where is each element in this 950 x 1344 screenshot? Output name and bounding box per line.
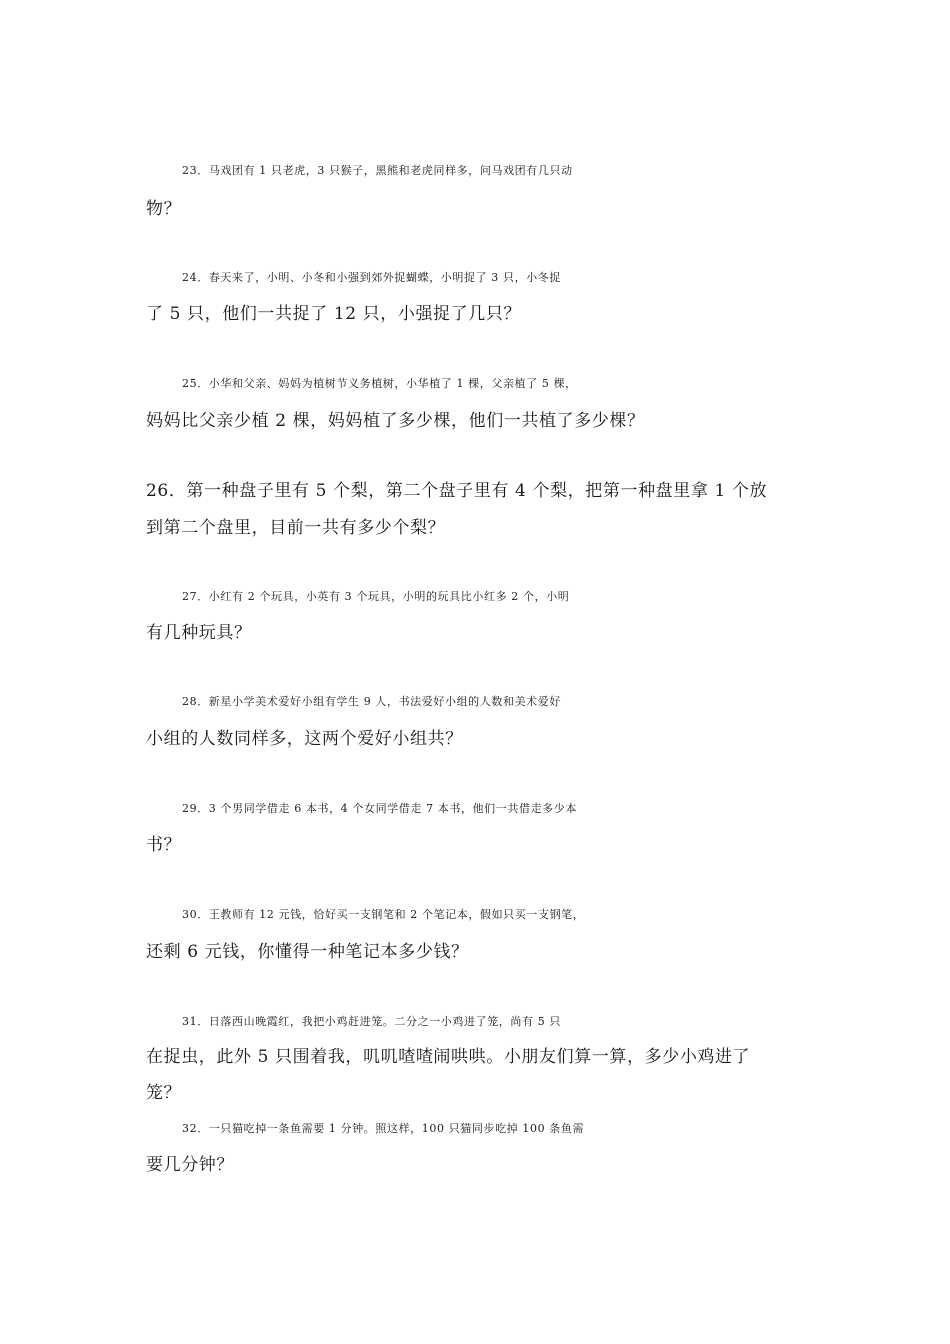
problem-30-line-2: 还剩 6 元钱，你懂得一种笔记本多少钱？ — [146, 942, 469, 962]
problem-31-line-1: 31．日落西山晚霞红，我把小鸡赶进笼。二分之一小鸡进了笼，尚有 5 只 — [182, 1015, 561, 1028]
problem-26-line-1: 26．第一种盘子里有 5 个梨，第二个盘子里有 4 个梨，把第一种盘里拿 1 个放 — [146, 481, 768, 501]
problem-27-line-2: 有几种玩具？ — [146, 623, 252, 643]
problem-25-line-1: 25．小华和父亲、妈妈为植树节义务植树，小华植了 1 棵，父亲植了 5 棵， — [182, 377, 577, 390]
problem-30-line-1: 30．王教师有 12 元钱，恰好买一支钢笔和 2 个笔记本，假如只买一支钢笔， — [182, 908, 585, 921]
problem-26-line-2: 到第二个盘里，目前一共有多少个梨？ — [146, 518, 446, 538]
problem-24-line-2: 了 5 只，他们一共捉了 12 只，小强捉了几只？ — [146, 304, 522, 324]
problem-28-line-2: 小组的人数同样多，这两个爱好小组共？ — [146, 729, 463, 749]
problem-27-line-1: 27．小红有 2 个玩具，小英有 3 个玩具，小明的玩具比小红多 2 个，小明 — [182, 590, 570, 603]
problem-28-line-1: 28．新星小学美术爱好小组有学生 9 人，书法爱好小组的人数和美术爱好 — [182, 695, 561, 708]
problem-32-line-1: 32．一只猫吃掉一条鱼需要 1 分钟。照这样，100 只猫同步吃掉 100 条鱼需 — [182, 1122, 585, 1135]
problem-24-line-1: 24．春天来了，小明、小冬和小强到郊外捉蝴蝶，小明捉了 3 只，小冬捉 — [182, 271, 561, 284]
problem-32-line-2: 要几分钟？ — [146, 1155, 234, 1175]
problem-23-line-2: 物？ — [146, 199, 182, 219]
problem-23-line-1: 23．马戏团有 1 只老虎，3 只猴子，黑熊和老虎同样多，问马戏团有几只动 — [182, 164, 573, 177]
problem-29-line-2: 书？ — [146, 835, 182, 855]
problem-25-line-2: 妈妈比父亲少植 2 棵，妈妈植了多少棵，他们一共植了多少棵？ — [146, 411, 645, 431]
problem-29-line-1: 29．3 个男同学借走 6 本书，4 个女同学借走 7 本书，他们一共借走多少本 — [182, 802, 577, 815]
problem-31-line-3: 笼？ — [146, 1083, 182, 1103]
problem-31-line-2: 在捉虫，此外 5 只围着我，叽叽喳喳闹哄哄。小朋友们算一算，多少小鸡进了 — [146, 1047, 751, 1067]
